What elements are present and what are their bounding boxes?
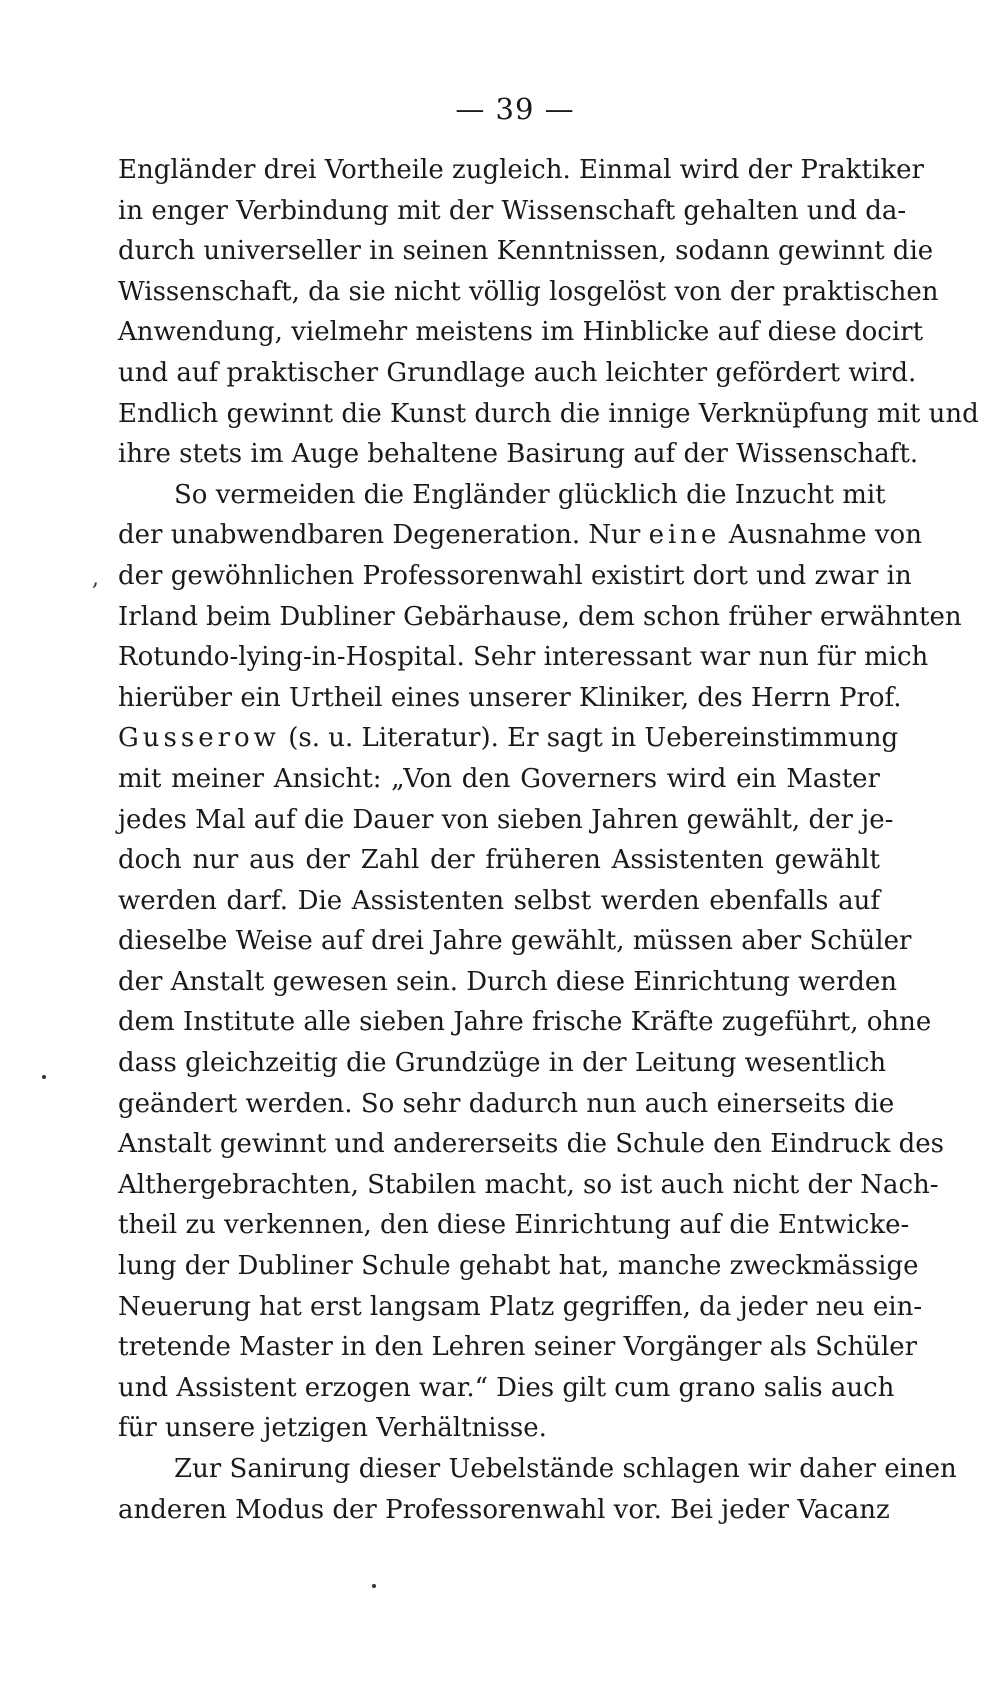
- text-line: hierüber ein Urtheil eines unserer Kliniker, des Herrn Prof.: [118, 682, 902, 713]
- text-line: geändert werden. So sehr dadurch nun auch einerseits die: [118, 1088, 895, 1119]
- text-line: mit meiner Ansicht: „Von den Governers wird ein Master: [118, 763, 880, 794]
- text-line: lung der Dubliner Schule gehabt hat, manche zweckmässige: [118, 1251, 919, 1282]
- margin-mark: ,: [92, 566, 99, 591]
- text-line: dass gleichzeitig die Grundzüge in der Leitung wesentlich: [118, 1048, 887, 1079]
- emphasized-word: eine: [648, 520, 721, 551]
- speck: [42, 1075, 46, 1079]
- body-text: [118, 150, 979, 1530]
- text-line: der gewöhnlichen Professorenwahl existirt dort und zwar in: [118, 560, 912, 591]
- text-line: anderen Modus der Professorenwahl vor. Bei jeder Vacanz: [118, 1494, 890, 1525]
- text-run: Ausnahme von: [728, 520, 922, 551]
- text-line: und Assistent erzogen war.“ Dies gilt cum grano salis auch: [118, 1372, 895, 1403]
- text-line: für unsere jetzigen Verhältnisse.: [118, 1413, 547, 1444]
- text-line: Wissenschaft, da sie nicht völlig losgelöst von der praktischen: [118, 276, 939, 307]
- text-run: der unabwendbaren Degeneration.: [118, 520, 581, 551]
- text-line: Endlich gewinnt die Kunst durch die innige Verknüpfung mit und: [118, 398, 979, 429]
- text-line: tretende Master in den Lehren seiner Vorgänger als Schüler: [118, 1332, 918, 1363]
- text-line: Althergebrachten, Stabilen macht, so ist auch nicht der Nach-: [118, 1169, 939, 1200]
- text-line: dieselbe Weise auf drei Jahre gewählt, müssen aber Schüler: [118, 926, 912, 957]
- emphasized-name: Gusserow: [118, 723, 280, 754]
- speck: [372, 1584, 376, 1588]
- text-line: und auf praktischer Grundlage auch leichter gefördert wird.: [118, 357, 917, 388]
- text-line: Engländer drei Vortheile zugleich. Einmal wird der Praktiker: [118, 155, 924, 185]
- text-run: Nur: [588, 520, 641, 551]
- text-line: [118, 718, 899, 759]
- text-line: durch universeller in seinen Kenntnissen, sodann gewinnt die: [118, 236, 934, 267]
- text-line: in enger Verbindung mit der Wissenschaft gehalten und da-: [118, 195, 907, 226]
- text-line: Anwendung, vielmehr meistens im Hinblicke auf diese docirt: [118, 317, 924, 348]
- text-line: dem Institute alle sieben Jahre frische Kräfte zugeführt, ohne: [118, 1007, 932, 1038]
- text-line: So vermeiden die Engländer glücklich die Inzucht mit: [174, 479, 886, 510]
- page-number: — 39 —: [455, 92, 575, 126]
- text-line: werden darf. Die Assistenten selbst werden ebenfalls auf: [118, 885, 880, 916]
- text-line: theil zu verkennen, den diese Einrichtung auf die Entwicke-: [118, 1210, 910, 1241]
- text-line: Neuerung hat erst langsam Platz gegriffen, da jeder neu ein-: [118, 1291, 923, 1322]
- text-line: jedes Mal auf die Dauer von sieben Jahren gewählt, der je-: [118, 804, 894, 835]
- text-line: ihre stets im Auge behaltene Basirung auf der Wissenschaft.: [118, 439, 919, 470]
- text-line: doch nur aus der Zahl der früheren Assistenten gewählt: [118, 845, 880, 876]
- text-line: Anstalt gewinnt und andererseits die Schule den Eindruck des: [118, 1129, 944, 1160]
- text-line: [118, 515, 922, 556]
- text-run: (s. u. Literatur). Er sagt in Uebereinstimmung: [288, 723, 899, 754]
- text-line: Rotundo-lying-in-Hospital. Sehr interessant war nun für mich: [118, 642, 929, 673]
- text-line: der Anstalt gewesen sein. Durch diese Einrichtung werden: [118, 966, 898, 997]
- text-line: Zur Sanirung dieser Uebelstände schlagen wir daher einen: [174, 1454, 957, 1484]
- text-line: Irland beim Dubliner Gebärhause, dem schon früher erwähnten: [118, 601, 962, 632]
